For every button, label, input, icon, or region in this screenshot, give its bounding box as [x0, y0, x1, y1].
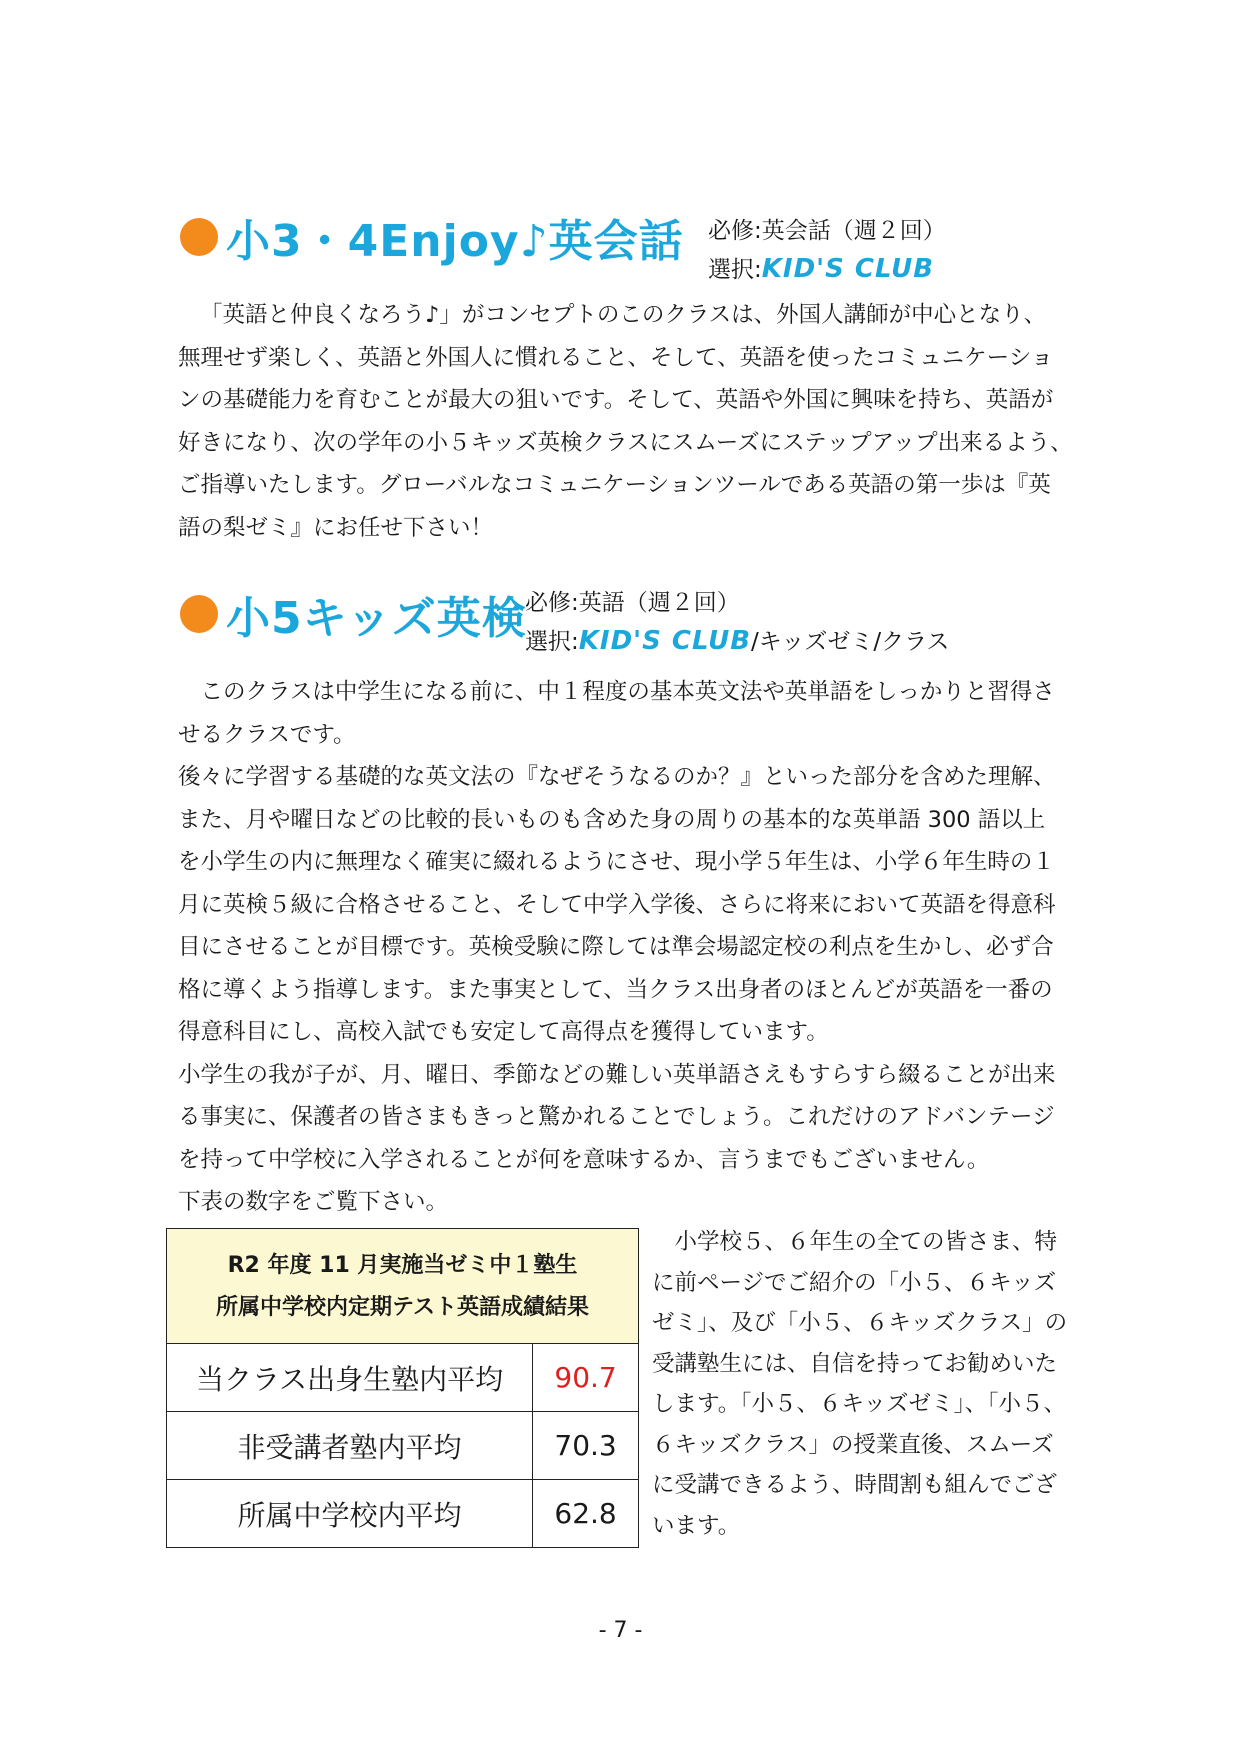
body-line: 小学生の我が子が、月、曜日、季節などの難しい英単語さえもすらすら綴ることが出来 [178, 1061, 1056, 1088]
body-line: また、月や曜日などの比較的長いものも含めた身の周りの基本的な英単語 300 語以上 [178, 806, 1046, 833]
section2-title: 小5キッズ英検 [226, 593, 527, 644]
row-value: 70.3 [533, 1412, 639, 1480]
body-line: 語の梨ゼミ』にお任せ下さい！ [178, 514, 494, 541]
section2-body [178, 671, 1078, 1224]
section1-elective: 選択:KID'S CLUB [708, 254, 935, 284]
orange-bullet-icon [180, 218, 218, 256]
row-label: 所属中学校内平均 [167, 1480, 533, 1548]
table-row [167, 1412, 639, 1480]
body-line: 月に英検５級に合格させること、そして中学入学後、さらに将来において英語を得意科 [178, 891, 1056, 918]
body-line: 好きになり、次の学年の小５キッズ英検クラスにスムーズにステップアップ出来るよう、 [178, 429, 1073, 456]
side-line: に前ページでご紹介の「小５、６キッズ [652, 1269, 1057, 1296]
body-line: このクラスは中学生になる前に、中１程度の基本英文法や英単語をしっかりと習得さ [178, 679, 1055, 705]
table-row [167, 1344, 639, 1412]
section2-elective: 選択:KID'S CLUB/キッズゼミ/クラス [525, 626, 950, 656]
kids-club-label: KID'S CLUB [761, 254, 935, 284]
orange-bullet-icon [180, 595, 218, 633]
results-table [166, 1228, 639, 1548]
section1-title: 小3・4Enjoy♪英会話 [226, 216, 684, 267]
body-line: を持って中学校に入学されることが何を意味するか、言うまでもございません。 [178, 1146, 990, 1173]
body-line: 格に導くよう指導します。また事実として、当クラス出身者のほとんどが英語を一番の [178, 976, 1053, 1003]
table-header-row [167, 1229, 639, 1344]
kids-club-label: KID'S CLUB [578, 626, 752, 656]
page-number: - 7 - [598, 1618, 643, 1643]
body-line: る事実に、保護者の皆さまもきっと驚かれることでしょう。これだけのアドバンテージ [178, 1104, 1055, 1130]
side-line: 小学校５、６年生の全ての皆さま、特 [652, 1229, 1058, 1255]
side-line: います。 [652, 1512, 741, 1539]
section2-heading [180, 582, 527, 646]
row-value-highlight: 90.7 [533, 1344, 639, 1412]
body-line: 得意科目にし、高校入試でも安定して高得点を獲得しています。 [178, 1019, 829, 1045]
body-line: ンの基礎能力を育むことが最大の狙いです。そして、英語や外国に興味を持ち、英語が [178, 387, 1054, 413]
side-paragraph [652, 1222, 1082, 1546]
side-line: します。「小５、６キッズゼミ」、「小５、 [652, 1391, 1067, 1417]
row-label: 非受講者塾内平均 [167, 1412, 533, 1480]
side-line: 受講塾生には、自信を持ってお勧めいた [652, 1350, 1058, 1377]
body-line: 「英語と仲良くなろう♪」がコンセプトのこのクラスは、外国人講師が中心となり、 [200, 302, 1047, 328]
body-line: ご指導いたします。グローバルなコミュニケーションツールである英語の第一歩は『英 [178, 472, 1051, 498]
body-line: 下表の数字をご覧下さい。 [178, 1189, 449, 1215]
section1-heading [180, 205, 684, 269]
table-row [167, 1480, 639, 1548]
side-line: に受講できるよう、時間割も組んでござ [652, 1472, 1058, 1498]
body-line: 目にさせることが目標です。英検受験に際しては準会場認定校の利点を生かし、必ず合 [178, 934, 1054, 960]
row-value: 62.8 [533, 1480, 639, 1548]
body-line: 無理せず楽しく、英語と外国人に慣れること、そして、英語を使ったコミュニケーショ [178, 344, 1054, 371]
section1-required: 必修:英会話（週２回） [708, 218, 946, 244]
body-line: 後々に学習する基礎的な英文法の『なぜそうなるのか？』といった部分を含めた理解、 [178, 764, 1056, 790]
section2-required: 必修:英語（週２回） [525, 590, 740, 616]
row-label: 当クラス出身生塾内平均 [167, 1344, 533, 1412]
body-line: を小学生の内に無理なく確実に綴れるようにさせ、現小学５年生は、小学６年生時の１ [178, 849, 1055, 875]
body-line: せるクラスです。 [178, 721, 356, 748]
table-title: R2 年度 11 月実施当ゼミ中１塾生 所属中学校内定期テスト英語成績結果 [167, 1229, 639, 1344]
section1-body [178, 294, 1078, 549]
side-line: ゼミ」、及び「小５、６キッズクラス」の [652, 1310, 1068, 1336]
side-line: ６キッズクラス」の授業直後、スムーズ [652, 1431, 1054, 1458]
